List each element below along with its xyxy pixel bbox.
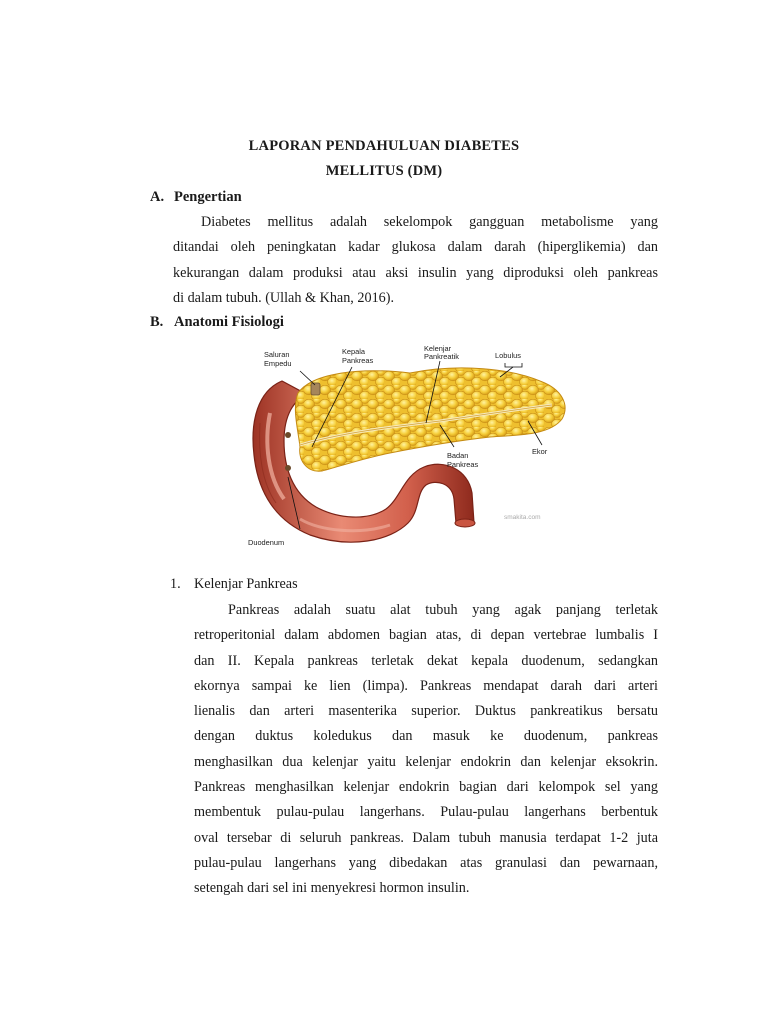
label-kepala: Kepala	[342, 347, 366, 356]
label-ekor: Ekor	[532, 447, 548, 456]
section-a-letter: A.	[150, 189, 165, 205]
list-item-number: 1.	[170, 576, 181, 592]
paragraph-line: ekornya sampai ke lien (limpa). Pankreas mendapat darah dari arteri	[194, 677, 658, 694]
section-a-heading	[150, 189, 242, 206]
list-item-heading: Kelenjar Pankreas	[194, 576, 298, 592]
label-kelenjar: Kelenjar	[424, 344, 452, 353]
paragraph-line: Pankreas adalah suatu alat tubuh yang agak panjang terletak	[228, 602, 658, 618]
paragraph-line: setengah dari sel ini menyekresi hormon insulin.	[194, 880, 470, 897]
figure-watermark: smakita.com	[504, 514, 541, 521]
label-badan: Badan	[447, 451, 469, 460]
kelenjar-pankreas-paragraph	[194, 598, 658, 902]
paragraph-line: ditandai oleh peningkatan kadar glukosa dalam darah (hiperglikemia) dan	[173, 239, 658, 256]
pancreas-anatomy-figure	[240, 343, 570, 553]
section-b-letter: B.	[150, 314, 164, 330]
paragraph-line: dan II. Kepala pankreas terletak dekat kepala duodenum, sedangkan	[194, 652, 658, 669]
section-b-title: Anatomi Fisiologi	[174, 314, 284, 330]
paragraph-line: lienalis dan arteri masenterika superior. Duktus pankreatikus bersatu	[194, 703, 658, 720]
label-duodenum: Duodenum	[248, 538, 285, 547]
paragraph-line: dengan duktus koledukus dan masuk ke duodenum, pankreas	[194, 728, 658, 745]
label-lobulus: Lobulus	[495, 351, 521, 360]
paragraph-line: di dalam tubuh. (Ullah & Khan, 2016).	[173, 289, 395, 306]
paragraph-line: menghasilkan dua kelenjar yaitu kelenjar endokrin dan kelenjar eksokrin.	[194, 753, 658, 770]
paragraph-line: oval tersebar di seluruh pankreas. Dalam tubuh manusia terdapat 1-2 juta	[194, 829, 658, 846]
paragraph-line: Pankreas menghasilkan kelenjar endokrin bagian dari kelompok sel yang	[194, 779, 658, 796]
label-badan-pankreas: Pankreas	[447, 460, 479, 469]
paragraph-line: pulau-pulau langerhans yang dibedakan atas granulasi dan pewarnaan,	[194, 854, 658, 871]
label-saluran: Saluran	[264, 350, 290, 359]
paragraph-line: membentuk pulau-pulau langerhans. Pulau-pulau langerhans berbentuk	[194, 804, 658, 821]
paragraph-line: retroperitonial dalam abdomen bagian atas, di depan vertebrae lumbalis I	[194, 627, 658, 644]
document-title-line-1: LAPORAN PENDAHULUAN DIABETES	[248, 138, 520, 154]
label-kepala-pankreas: Pankreas	[342, 356, 374, 365]
section-b-heading	[150, 314, 284, 331]
paragraph-line: Diabetes mellitus adalah sekelompok gangguan metabolisme yang	[201, 214, 658, 230]
list-item-kelenjar-pankreas	[170, 576, 298, 593]
section-a-title: Pengertian	[174, 189, 242, 205]
document-title-line-2: MELLITUS (DM)	[325, 163, 443, 179]
section-a-paragraph	[173, 210, 658, 311]
label-empedu: Empedu	[264, 359, 292, 368]
label-pankreatik: Pankreatik	[424, 352, 459, 361]
paragraph-line: kekurangan dalam produksi atau aksi insulin yang diproduksi oleh pankreas	[173, 264, 658, 281]
